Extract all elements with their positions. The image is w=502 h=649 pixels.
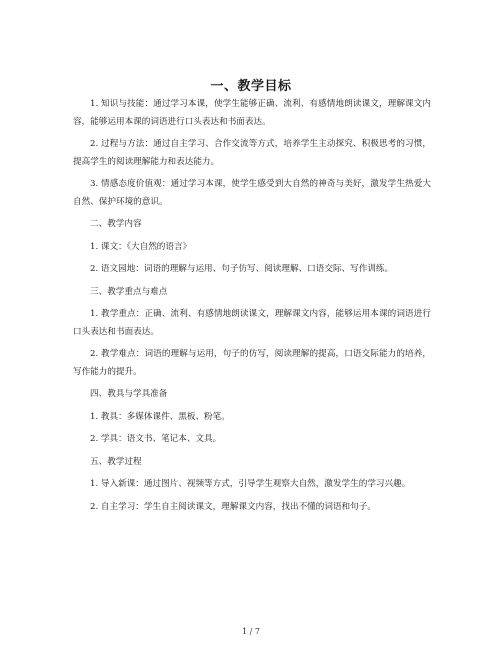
- paragraph: 2. 学具：语文书、笔记本、文具。: [90, 434, 222, 444]
- paragraph: 2. 教学难点：词语的理解与运用，句子的仿写，阅读理解的提高，口语交际能力的培养，写作能力的提升。: [73, 349, 431, 377]
- document-body: [73, 96, 431, 521]
- section-heading: 四、教具与学具准备: [90, 389, 168, 399]
- section-title: 一、教学目标: [210, 79, 292, 94]
- paragraph: 1. 知识与技能：通过学习本课，使学生能够正确、流利、有感情地朗读课文，理解课文内容，能够运用本课的词语进行口头表达和书面表达。: [73, 99, 431, 127]
- paragraph: 3. 情感态度价值观：通过学习本课，使学生感受到大自然的神奇与美好，激发学生热爱大自然、保护环境的意识。: [73, 179, 431, 207]
- section-heading: 五、教学过程: [90, 456, 142, 467]
- section-heading: 二、教学内容: [90, 219, 142, 229]
- paragraph: 2. 语文园地：词语的理解与运用、句子仿写、阅读理解、口语交际、写作训练。: [90, 264, 394, 274]
- paragraph: 1. 教具：多媒体课件、黑板、粉笔。: [90, 411, 230, 422]
- paragraph: 2. 过程与方法：通过自主学习、合作交流等方式，培养学生主动探究、积极思考的习惯，提高学生的阅读理解能力和表达能力。: [73, 139, 431, 167]
- paragraph: 1. 课文：《大自然的语言》: [90, 241, 192, 252]
- paragraph: 2. 自主学习：学生自主阅读课文，理解课文内容，找出不懂的词语和句子。: [90, 501, 376, 512]
- page-number: 1 / 7: [242, 627, 260, 636]
- section-heading: 三、教学重点与难点: [90, 286, 168, 297]
- paragraph: 1. 教学重点：正确、流利、有感情地朗读课文，理解课文内容，能够运用本课的词语进行口头表达和书面表达。: [73, 309, 431, 337]
- paragraph: 1. 导入新课：通过图片、视频等方式，引导学生观察大自然，激发学生的学习兴趣。: [90, 479, 411, 489]
